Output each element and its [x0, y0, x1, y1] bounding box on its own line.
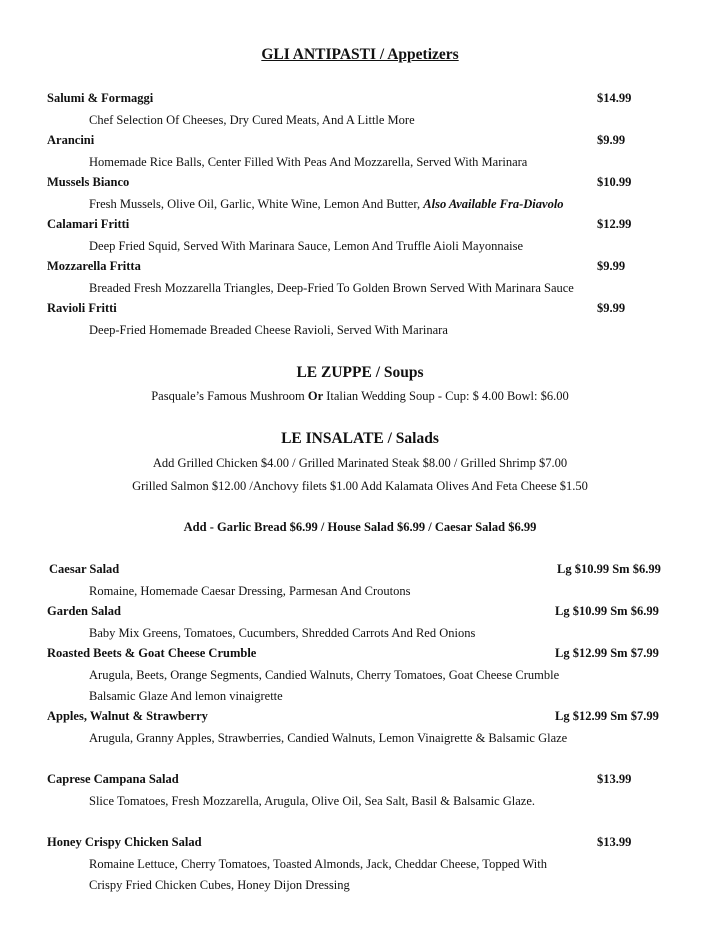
item-name: Apples, Walnut & Strawberry: [47, 709, 208, 723]
add-line: Add - Garlic Bread $6.99 / House Salad $6.99 / Caesar Salad $6.99: [183, 520, 537, 534]
item-description: Arugula, Beets, Orange Segments, Candied Walnuts, Cherry Tomatoes, Goat Cheese Crumble: [89, 668, 560, 682]
item-price: Lg $12.99 Sm $7.99: [555, 709, 659, 723]
item-description: Crispy Fried Chicken Cubes, Honey Dijon Dressing: [89, 878, 350, 892]
item-price: $10.99: [597, 175, 632, 189]
item-description: Slice Tomatoes, Fresh Mozzarella, Arugula, Olive Oil, Sea Salt, Basil & Balsamic Glaze.: [89, 794, 536, 808]
item-price: Lg $10.99 Sm $6.99: [555, 604, 659, 618]
item-description: Homemade Rice Balls, Center Filled With Peas And Mozzarella, Served With Marinara: [89, 155, 528, 169]
item-name: Calamari Fritti: [47, 217, 130, 231]
item-name: Mozzarella Fritta: [47, 259, 141, 273]
item-price: $9.99: [597, 133, 626, 147]
item-description: Romaine, Homemade Caesar Dressing, Parmesan And Croutons: [89, 584, 411, 598]
item-price: $9.99: [597, 259, 626, 273]
item-description-emphasis: Also Available Fra-Diavolo: [423, 197, 564, 211]
item-name: Garden Salad: [47, 604, 121, 618]
item-description: Baby Mix Greens, Tomatoes, Cucumbers, Shredded Carrots And Red Onions: [89, 626, 476, 640]
item-description: Balsamic Glaze And lemon vinaigrette: [89, 689, 283, 703]
item-name: Roasted Beets & Goat Cheese Crumble: [47, 646, 257, 660]
item-name: Honey Crispy Chicken Salad: [47, 835, 202, 849]
antipasti-heading: GLI ANTIPASTI / Appetizers: [261, 46, 459, 63]
item-price: Lg $10.99 Sm $6.99: [557, 562, 661, 576]
item-price: $14.99: [597, 91, 632, 105]
item-name: Caprese Campana Salad: [47, 772, 179, 786]
item-description: Chef Selection Of Cheeses, Dry Cured Meats, And A Little More: [89, 113, 415, 127]
item-description: Breaded Fresh Mozzarella Triangles, Deep-Fried To Golden Brown Served With Marinara Sauce: [89, 281, 574, 295]
item-description: Romaine Lettuce, Cherry Tomatoes, Toasted Almonds, Jack, Cheddar Cheese, Topped With: [89, 857, 548, 871]
soup-line-text: Pasquale’s Famous Mushroom: [151, 389, 308, 403]
soup-line-or: Or: [307, 389, 324, 403]
item-price: $13.99: [597, 772, 632, 786]
item-description: Deep Fried Squid, Served With Marinara Sauce, Lemon And Truffle Aioli Mayonnaise: [89, 239, 524, 253]
item-price: Lg $12.99 Sm $7.99: [555, 646, 659, 660]
item-name: Mussels Bianco: [47, 175, 130, 189]
salad-addon-line: Add Grilled Chicken $4.00 / Grilled Marinated Steak $8.00 / Grilled Shrimp $7.00: [152, 456, 568, 470]
salad-addon-line: Grilled Salmon $12.00 /Anchovy filets $1.00 Add Kalamata Olives And Feta Cheese $1.50: [132, 479, 588, 493]
item-price: $12.99: [597, 217, 632, 231]
insalate-heading: LE INSALATE / Salads: [281, 430, 439, 447]
soup-line-prices: Italian Wedding Soup - Cup: $ 4.00 Bowl: $6.00: [323, 389, 569, 403]
item-price: $13.99: [597, 835, 632, 849]
item-description: Arugula, Granny Apples, Strawberries, Candied Walnuts, Lemon Vinaigrette & Balsamic Glaze: [89, 731, 568, 745]
item-description: [89, 197, 564, 212]
soup-line: [0, 389, 720, 404]
item-name: Caesar Salad: [49, 562, 120, 576]
zuppe-heading: LE ZUPPE / Soups: [296, 364, 424, 381]
item-name: Arancini: [47, 133, 95, 147]
item-description: Deep-Fried Homemade Breaded Cheese Ravioli, Served With Marinara: [89, 323, 448, 337]
item-price: $9.99: [597, 301, 626, 315]
item-name: Salumi & Formaggi: [47, 91, 154, 105]
item-description-text: Fresh Mussels, Olive Oil, Garlic, White Wine, Lemon And Butter,: [89, 197, 424, 211]
item-name: Ravioli Fritti: [47, 301, 117, 315]
